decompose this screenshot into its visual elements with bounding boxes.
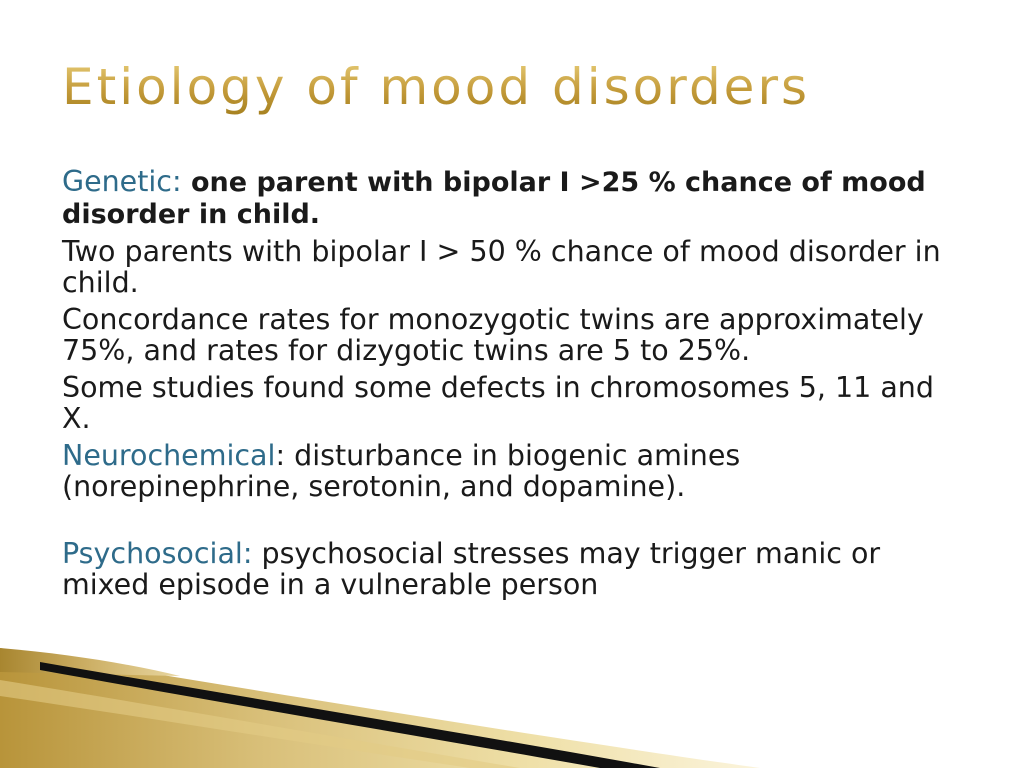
neurochemical-label: Neurochemical	[62, 439, 276, 472]
chromosomes-paragraph: Some studies found some defects in chromosomes 5, 11 and X.	[62, 371, 934, 435]
slide-title: Etiology of mood disorders	[62, 58, 811, 116]
neurochemical-text: : disturbance in biogenic amines (norepinephrine, serotonin, and dopamine).	[62, 439, 741, 503]
concordance-paragraph: Concordance rates for monozygotic twins are approximately 75%, and rates for dizygotic twins are 5 to 25%.	[62, 303, 924, 367]
genetic-paragraph	[62, 166, 942, 230]
slide-body	[62, 166, 942, 606]
two-parents-paragraph: Two parents with bipolar I > 50 % chance of mood disorder in child.	[62, 235, 941, 299]
psychosocial-paragraph	[62, 538, 942, 600]
psychosocial-label: Psychosocial:	[62, 537, 253, 570]
gold-swoosh-decoration	[0, 620, 1024, 768]
neurochemical-paragraph	[62, 440, 942, 502]
genetic-text: one parent with bipolar I >25 % chance of mood disorder in child.	[62, 167, 926, 230]
genetic-label: Genetic:	[62, 165, 182, 198]
psychosocial-text: psychosocial stresses may trigger manic or mixed episode in a vulnerable person	[62, 537, 881, 601]
